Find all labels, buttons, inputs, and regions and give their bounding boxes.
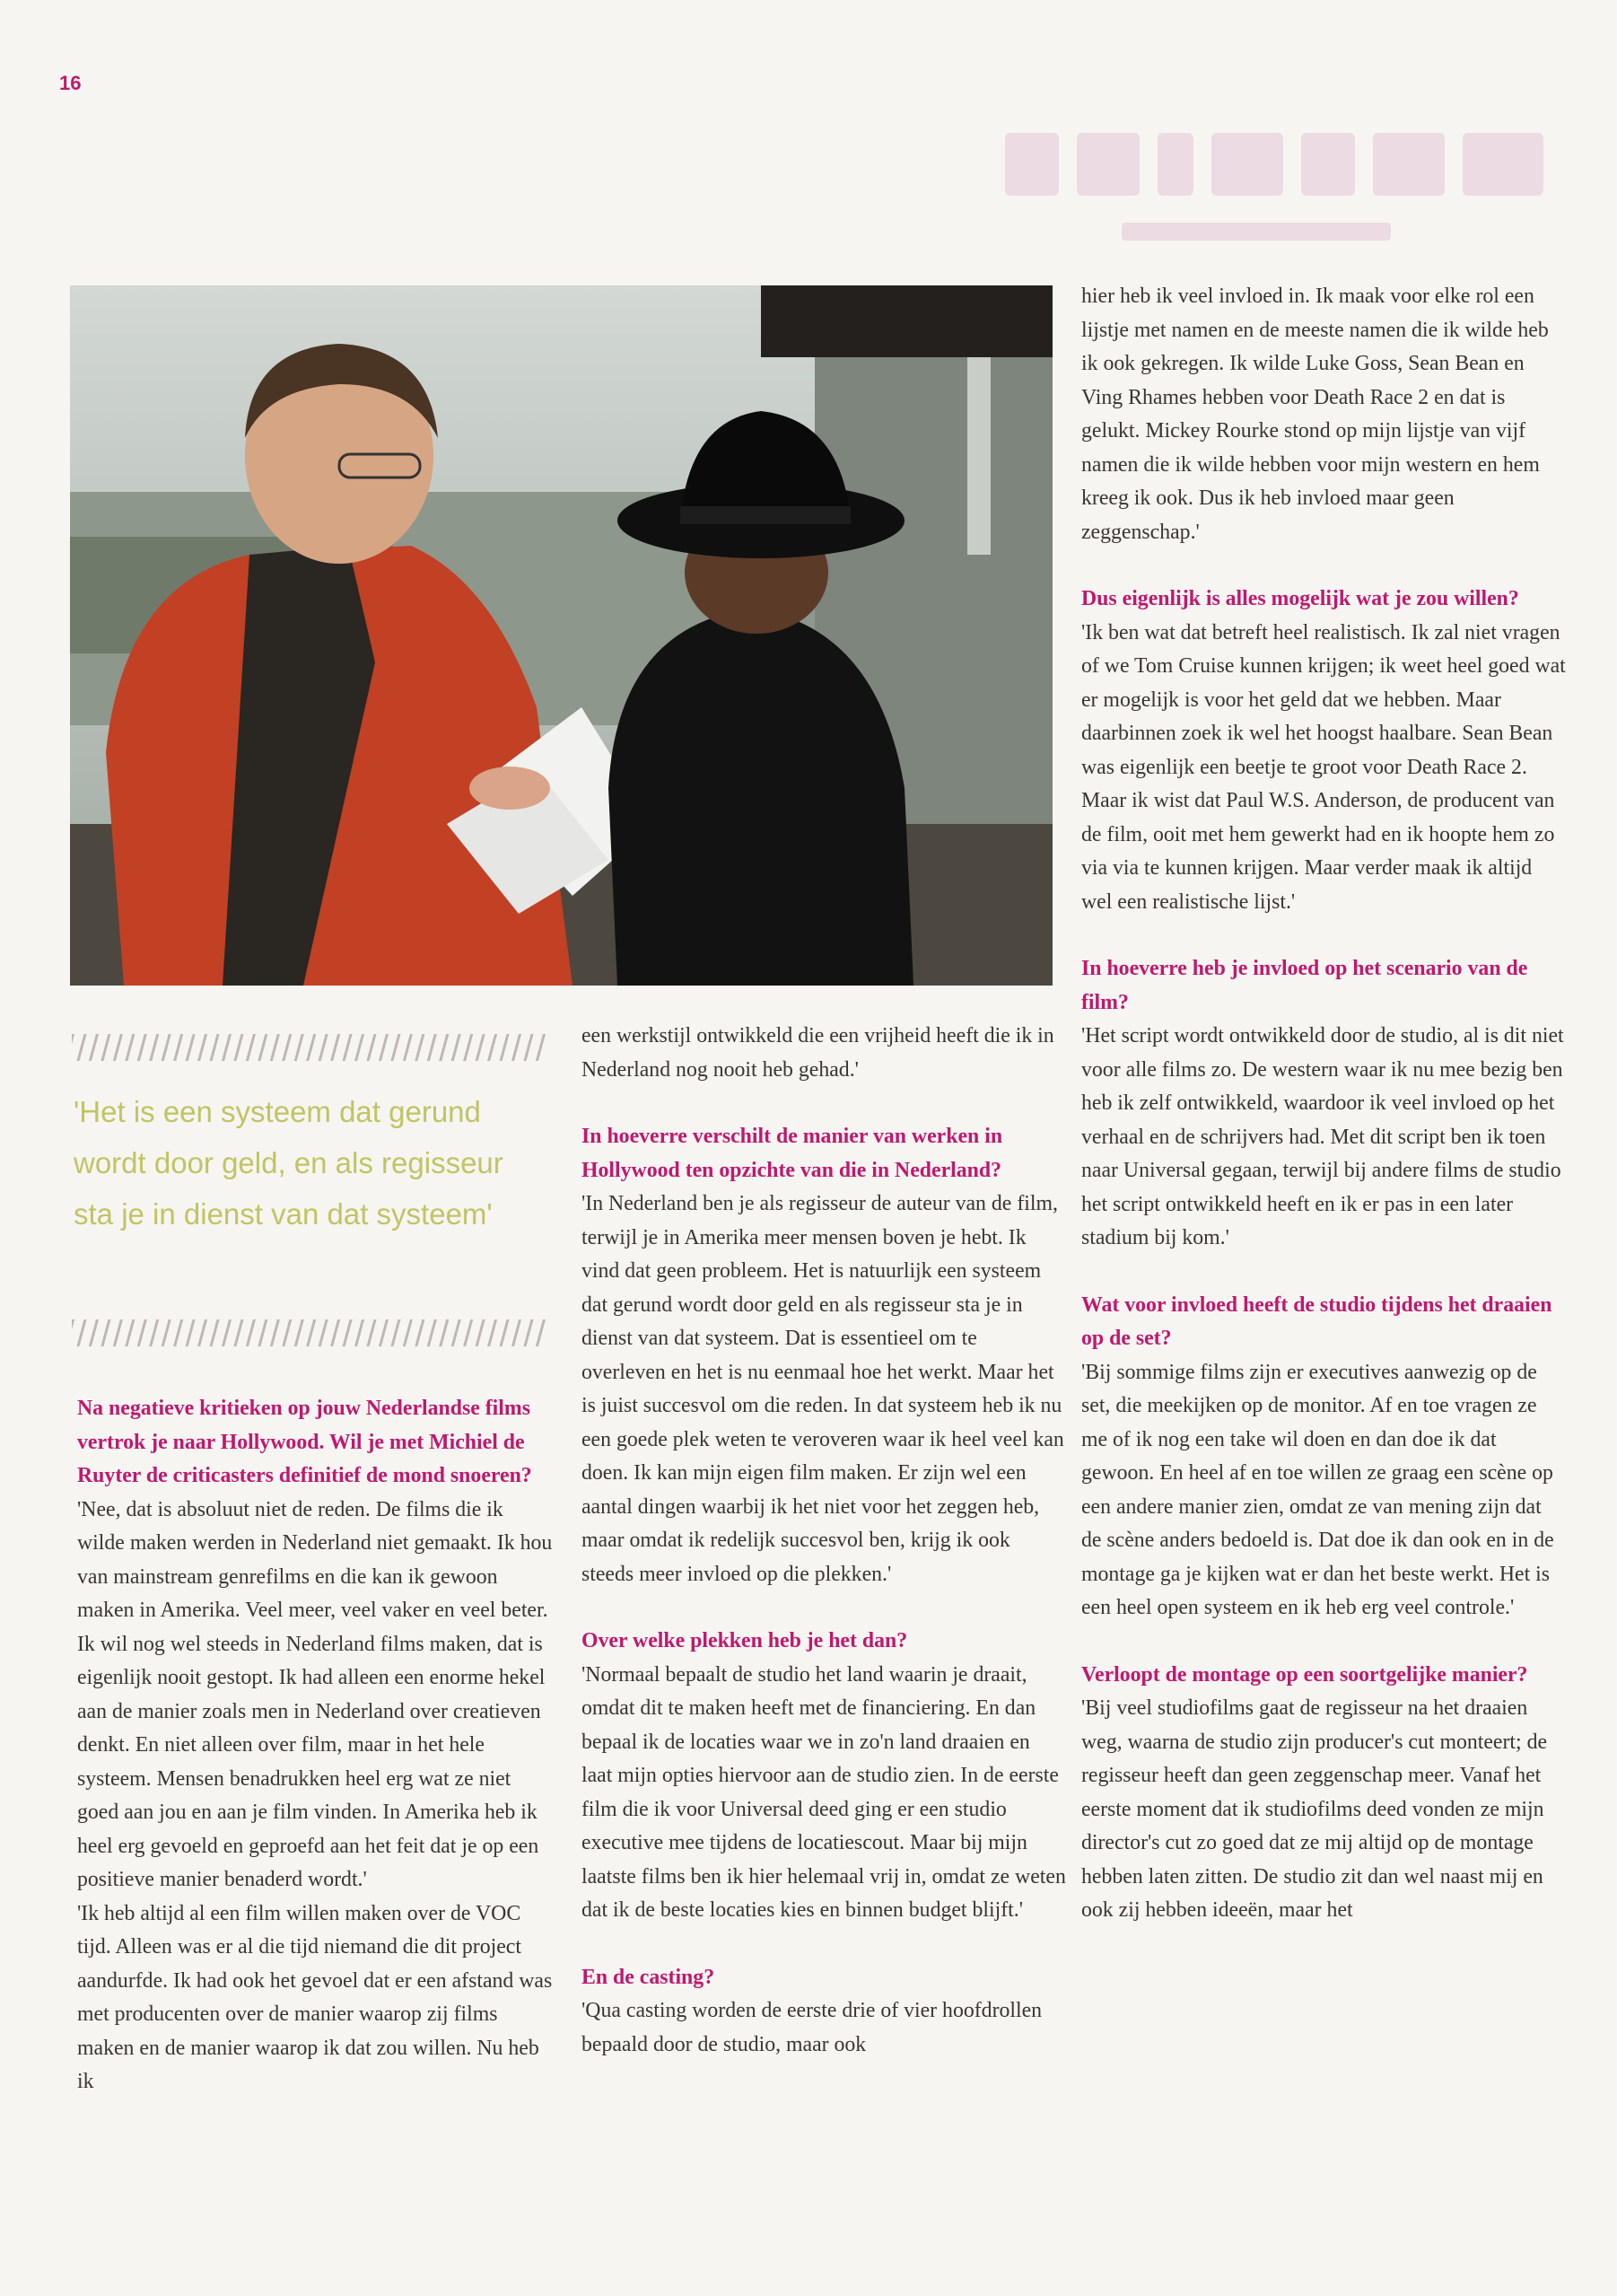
- interview-question: Dus eigenlijk is alles mogelijk wat je zou willen?: [1081, 587, 1519, 610]
- interview-answer: 'In Nederland ben je als regisseur de auteur van de film, terwijl je in Amerika meer mensen boven je hebt. Ik vind dat geen probleem. Het is natuurlijk een systeem dat gerund wordt door geld en als regisseur sta je in dienst van dat systeem. Dat is essentieel om te overleven en het is nu eenmaal hoe het werkt. Maar het is juist succesvol om die reden. In dat systeem heb ik nu een goede plek weten te veroveren waar ik heel veel kan doen. Ik kan mijn eigen film maken. Er zijn wel een aantal dingen waarbij ik het niet voor het zeggen heb, maar omdat ik redelijk succesvol ben, krijg ik ook steeds meer invloed op die plekken.': [581, 1192, 1064, 1586]
- quote-divider-top: [72, 1034, 546, 1061]
- article-photo: [70, 285, 1053, 986]
- interview-question: Na negatieve kritieken op jouw Nederlandse films vertrok je naar Hollywood. Wil je met Michiel de Ruyter de criticasters definitief de mond snoeren?: [77, 1397, 532, 1487]
- interview-question: In hoeverre heb je invloed op het scenario van de film?: [1081, 957, 1528, 1014]
- interview-answer: 'Ik ben wat dat betreft heel realistisch. Ik zal niet vragen of we Tom Cruise kunnen krijgen; ik weet heel goed wat er mogelijk is voor het geld dat we hebben. Maar daarbinnen zoek ik wel het hoogst haalbare. Sean Bean was eigenlijk een beetje te groot voor Death Race 2. Maar ik wist dat Paul W.S. Anderson, de producent van de film, ooit met hem gewerkt had en ik hoopte hem zo via via te kunnen krijgen. Maar verder maak ik altijd wel een realistische lijst.': [1081, 620, 1566, 914]
- interview-answer-continued: een werkstijl ontwikkeld die een vrijheid heeft die ik in Nederland nog nooit heb gehad.': [581, 1024, 1054, 1082]
- faded-title-decoration: [969, 106, 1579, 285]
- interview-answer: 'Bij sommige films zijn er executives aanwezig op de set, die meekijken op de monitor. Af en toe vragen ze me of ik nog een take wil doen en dan doe ik dat gewoon. En heel af en toe willen ze graag een scène op een andere manier zien, omdat ze van mening zijn dat de scène anders bedoeld is. Dat doe ik dan ook en in de montage ga je kijken wat er dan het beste werkt. Het is een heel open systeem en ik heb erg veel controle.': [1081, 1360, 1554, 1619]
- interview-answer: 'Bij veel studiofilms gaat de regisseur na het draaien weg, waarna de studio zijn producer's cut monteert; de regisseur heeft dan geen zeggenschap meer. Vanaf het eerste moment dat ik studiofilms deed vonden ze mijn director's cut zo goed dat ze mij altijd op de montage hebben laten zitten. De studio zit dan wel naast mij en ook zij hebben ideeën, maar het: [1081, 1696, 1548, 1922]
- pull-quote: 'Het is een systeem dat gerund wordt door geld, en als regisseur sta je in dienst van dat systeem': [74, 1095, 503, 1231]
- article-column-2: [581, 1020, 1066, 2062]
- interview-question: En de casting?: [581, 1965, 715, 1989]
- quote-divider-bottom: [72, 1319, 546, 1346]
- interview-question: Verloopt de montage op een soortgelijke manier?: [1081, 1662, 1528, 1687]
- article-column-1: [77, 1392, 553, 2099]
- article-column-3: [1081, 280, 1566, 1928]
- interview-question: Wat voor invloed heeft de studio tijdens het draaien op de set?: [1081, 1293, 1552, 1350]
- interview-answer: 'Normaal bepaalt de studio het land waarin je draait, omdat dit te maken heeft met de financiering. En dan bepaal ik de locaties waar we in zo'n land draaien en laat mijn opties hiervoor aan de studio zien. In de eerste film die ik voor Universal deed ging er een studio executive mee tijdens de locatiescout. Maar bij mijn laatste films ben ik hier helemaal vrij in, omdat ze weten dat ik de beste locaties kies en binnen budget blijft.': [581, 1662, 1066, 1922]
- interview-answer: 'Het script wordt ontwikkeld door de studio, al is dit niet voor alle films zo. De western waar ik nu mee bezig ben heb ik zelf ontwikkeld, waardoor ik veel invloed op het verhaal en de schrijvers had. Met dit script ben ik toen naar Universal gegaan, terwijl bij andere films de studio het script ontwikkeld heeft en ik er pas in een later stadium bij kom.': [1081, 1024, 1564, 1249]
- photo-illustration: [70, 285, 1053, 986]
- interview-answer: 'Nee, dat is absoluut niet de reden. De films die ik wilde maken werden in Nederland niet gemaakt. Ik hou van mainstream genrefilms en die kan ik gewoon maken in Amerika. Veel meer, veel vaker en veel beter. Ik wil nog wel steeds in Nederland films maken, dat is eigenlijk nooit gestopt. Ik had alleen een enorme hekel aan de manier zoals men in Nederland over creatieven denkt. En niet alleen over film, maar in het hele systeem. Mensen benadrukken heel erg wat ze niet goed aan jou en aan je film vinden. In Amerika heb ik heel erg gevoeld en geproefd aan het feit dat je op een positieve manier benaderd wordt.': [77, 1497, 553, 1891]
- interview-answer-continued: hier heb ik veel invloed in. Ik maak voor elke rol een lijstje met namen en de meeste namen die ik wilde heb ik ook gekregen. Ik wilde Luke Goss, Sean Bean en Ving Rhames hebben voor Death Race 2 en dat is gelukt. Mickey Rourke stond op mijn lijstje van vijf namen die ik wilde hebben voor mijn western en hem kreeg ik ook. Dus ik heb invloed maar geen zeggenschap.': [1081, 285, 1549, 544]
- page-number: 16: [59, 72, 82, 94]
- actor-figure: [608, 411, 913, 986]
- interview-answer: 'Qua casting worden de eerste drie of vier hoofdrollen bepaald door de studio, maar ook: [581, 1999, 1043, 2056]
- interview-question: Over welke plekken heb je het dan?: [581, 1629, 908, 1652]
- interview-question: In hoeverre verschilt de manier van werken in Hollywood ten opzichte van die in Nederland?: [581, 1125, 1003, 1182]
- interview-answer: 'Ik heb altijd al een film willen maken over de VOC tijd. Alleen was er al die tijd niemand die dit project aandurfde. Ik had ook het gevoel dat er een afstand was met producenten over de manier waarop zij films maken en de manier waarop ik dat zou willen. Nu heb ik: [77, 1901, 553, 2093]
